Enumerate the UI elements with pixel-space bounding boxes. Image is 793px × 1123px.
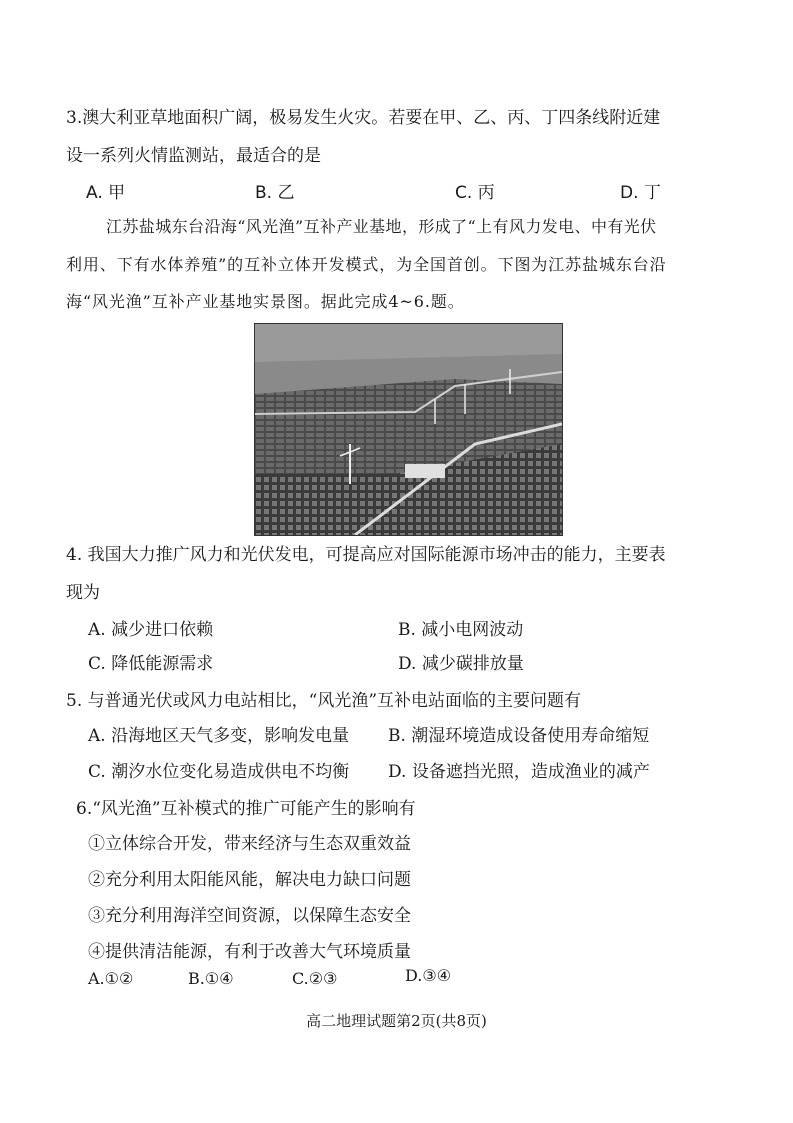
q6-option-a: A.①② (88, 969, 134, 988)
q3-option-b: B. 乙 (255, 183, 295, 203)
q5-option-a: A. 沿海地区天气多变，影响发电量 (88, 726, 350, 746)
q4-option-c: C. 降低能源需求 (88, 654, 214, 674)
q4-option-b: B. 减小电网波动 (398, 620, 524, 640)
aerial-photo-graphic (255, 324, 562, 535)
q3-stem-line1: 3.澳大利亚草地面积广阔，极易发生火灾。若要在甲、乙、丙、丁四条线附近建 (66, 108, 661, 128)
q5-stem: 5. 与普通光伏或风力电站相比，“风光渔”互补电站面临的主要问题有 (66, 691, 582, 711)
q3-option-c: C. 丙 (455, 183, 495, 203)
q3-stem-line2: 设一系列火情监测站，最适合的是 (66, 146, 321, 166)
q6-option-b: B.①④ (188, 969, 234, 988)
passage-line3: 海“风光渔”互补产业基地实景图。据此完成4~6.题。 (66, 292, 465, 311)
q3-option-d: D. 丁 (620, 183, 661, 203)
q6-statement-4: ④提供清洁能源，有利于改善大气环境质量 (88, 942, 411, 962)
page-footer: 高二地理试题第2页(共8页) (306, 1012, 487, 1030)
q6-option-d: D.③④ (405, 966, 452, 985)
q5-option-d: D. 设备遮挡光照，造成渔业的减产 (388, 762, 650, 782)
q5-option-c: C. 潮汐水位变化易造成供电不均衡 (88, 762, 350, 782)
q4-option-d: D. 减少碳排放量 (398, 654, 524, 674)
wind-solar-fishery-base-photo (254, 323, 563, 536)
passage-line2: 利用、下有水体养殖”的互补立体开发模式，为全国首创。下图为江苏盐城东台沿 (66, 255, 667, 274)
q5-option-b: B. 潮湿环境造成设备使用寿命缩短 (388, 726, 650, 746)
q4-stem-line2: 现为 (66, 583, 100, 603)
q6-stem: 6.“风光渔”互补模式的推广可能产生的影响有 (76, 799, 416, 819)
q4-option-a: A. 减少进口依赖 (88, 620, 214, 640)
passage-line1: 江苏盐城东台沿海“风光渔”互补产业基地，形成了“上有风力发电、中有光伏 (106, 217, 657, 236)
q6-statement-3: ③充分利用海洋空间资源，以保障生态安全 (88, 906, 411, 926)
q6-statement-2: ②充分利用太阳能风能，解决电力缺口问题 (88, 870, 411, 890)
q6-option-c: C.②③ (292, 969, 338, 988)
q6-statement-1: ①立体综合开发，带来经济与生态双重效益 (88, 834, 411, 854)
q4-stem-line1: 4. 我国大力推广风力和光伏发电，可提高应对国际能源市场冲击的能力，主要表 (66, 545, 666, 565)
q3-option-a: A. 甲 (86, 183, 126, 203)
